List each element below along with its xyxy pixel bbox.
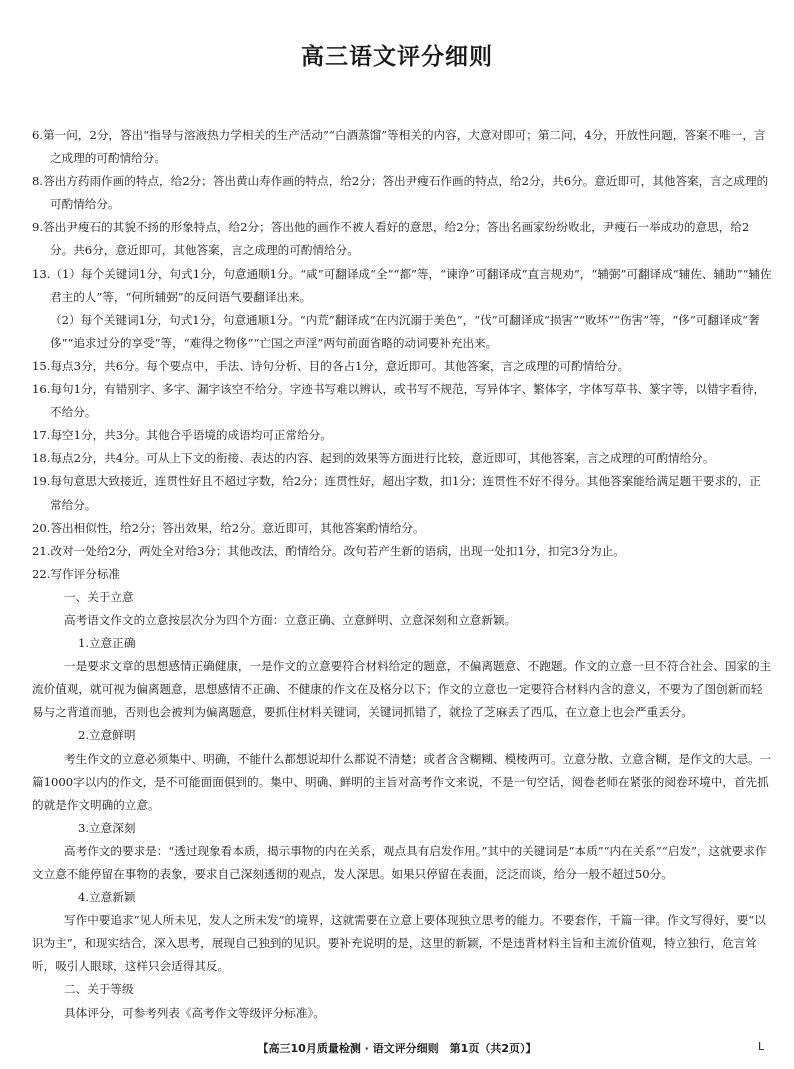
paragraph-clear: 考生作文的立意必须集中、明确，不能什么都想说却什么都说不清楚；或者含含糊糊、模棱两可。立意分散、立意含糊，是作文的大忌。一篇1000字以内的作文，是不可能面面俱到的。集中、明确、鲜明的主旨对高考作文来说，不是一句空话，阅卷老师在紧张的阅卷环境中，首先抓的就是作文明确的立意。	[32, 751, 772, 812]
subheading-novel: 4.立意新颖	[78, 890, 136, 905]
item-17: 17.每空1分，共3分。其他合乎语境的成语均可正常给分。	[32, 428, 332, 443]
subheading-deep: 3.立意深刻	[78, 820, 136, 835]
section-intro-intent: 高考语文作文的立意按层次分为四个方面：立意正确、立意鲜明、立意深刻和立意新颖。	[64, 612, 517, 627]
item-13-part1: 13.（1）每个关键词1分，句式1分，句意通顺1分。“咸”可翻译成“全”“都”等，“谏诤”可翻译成“直言规劝”，“辅弼”可翻译成“辅佐、辅助”“辅佐君主的人”等，“何所辅弼”的反问语气要翻译出来。	[32, 266, 772, 304]
paragraph-correct: 一是要求文章的思想感情正确健康，一是作文的立意要符合材料给定的题意，不偏离题意、不跑题。作文的立意一旦不符合社会、国家的主流价值观，就可视为偏离题意，思想感情不正确、不健康的作文在及格分以下；作文的立意也一定要符合材料内含的意义，不要为了图创新而轻易与之背道而驰，否则也会被判为偏离题意，要抓住材料关键词，关键词抓错了，就捡了芝麻丢了西瓜，在立意上也会严重丢分。	[32, 659, 772, 720]
page-title: 高三语文评分细则	[301, 44, 493, 70]
item-8: 8.答出方药雨作画的特点，给2分；答出黄山寿作画的特点，给2分；答出尹瘦石作画的特点，给2分，共6分。意近即可，其他答案，言之成理的可酌情给分。	[32, 174, 769, 212]
document-body	[32, 124, 772, 1025]
item-9: 9.答出尹瘦石的其貌不扬的形象特点，给2分；答出他的画作不被人看好的意思，给2分；答出名画家纷纷败北，尹瘦石一举成功的意思，给2分。共6分，意近即可，其他答案，言之成理的可酌情给分。	[32, 220, 750, 258]
paragraph-grade: 具体评分，可参考列表《高考作文等级评分标准》。	[64, 1005, 325, 1020]
corner-mark: L	[758, 1040, 765, 1053]
section-heading-grade: 二、关于等级	[64, 982, 134, 997]
item-18: 18.每点2分，共4分。可从上下文的衔接、表达的内容、起到的效果等方面进行比较，意近即可，其他答案，言之成理的可酌情给分。	[32, 451, 715, 466]
subheading-clear: 2.立意鲜明	[78, 728, 136, 743]
paragraph-deep: 高考作文的要求是：“透过现象看本质，揭示事物的内在关系，观点具有启发作用。”其中的关键词是“本质”“内在关系”“启发”，这就要求作文立意不能停留在事物的表象，要求自己深刻透彻的观点，发人深思。如果只停留在表面，泛泛而谈，给分一般不超过50分。	[32, 843, 767, 881]
section-heading-intent: 一、关于立意	[64, 589, 134, 604]
item-13-part2: （2）每个关键词1分，句式1分，句意通顺1分。“内荒”翻译成“在内沉溺于美色”，“伐”可翻译成“损害”“败坏”“伤害”等，“侈”可翻译成“奢侈”“追求过分的享受”等，“难得之物侈”“亡国之声淫”两句前面省略的动词要补充出来。	[50, 312, 760, 350]
item-19: 19.每句意思大致接近，连贯性好且不超过字数，给2分；连贯性好，超出字数，扣1分；连贯性不好不得分。其他答案能给满足题干要求的，正常给分。	[32, 474, 761, 512]
item-22: 22.写作评分标准	[32, 566, 121, 581]
paragraph-novel: 写作中要追求“见人所未见，发人之所未发”的境界，这就需要在立意上要体现独立思考的能力。不要套作，千篇一律。作文写得好，要“以识为主”，和现实结合，深入思考，展现自己独到的见识。要补充说明的是，这里的新颖，不是违背材料主旨和主流价值观，特立独行，危言耸听，吸引人眼球，这样只会适得其反。	[32, 913, 766, 974]
page-footer: 【高三10月质量检测 · 语文评分细则 第1页（共2页）】	[257, 1042, 537, 1055]
item-16: 16.每句1分，有错别字、多字、漏字该空不给分。字迹书写难以辨认，或书写不规范，写异体字、繁体字，字体写草书、篆字等，以错字看待，不给分。	[32, 382, 766, 420]
item-6: 6.第一问，2分，答出“指导与溶液热力学相关的生产活动”“白酒蒸馏”等相关的内容，大意对即可；第二问，4分，开放性问题，答案不唯一，言之成理的可酌情给分。	[32, 128, 766, 166]
item-20: 20.答出相似性，给2分；答出效果，给2分。意近即可，其他答案酌情给分。	[32, 520, 425, 535]
item-15: 15.每点3分，共6分。每个要点中，手法、诗句分析、目的各占1分，意近即可。其他答案，言之成理的可酌情给分。	[32, 358, 630, 373]
item-21: 21.改对一处给2分，两处全对给3分；其他改法，酌情给分。改句若产生新的语病，出现一处扣1分，扣完3分为止。	[32, 543, 625, 558]
subheading-correct: 1.立意正确	[78, 636, 136, 651]
